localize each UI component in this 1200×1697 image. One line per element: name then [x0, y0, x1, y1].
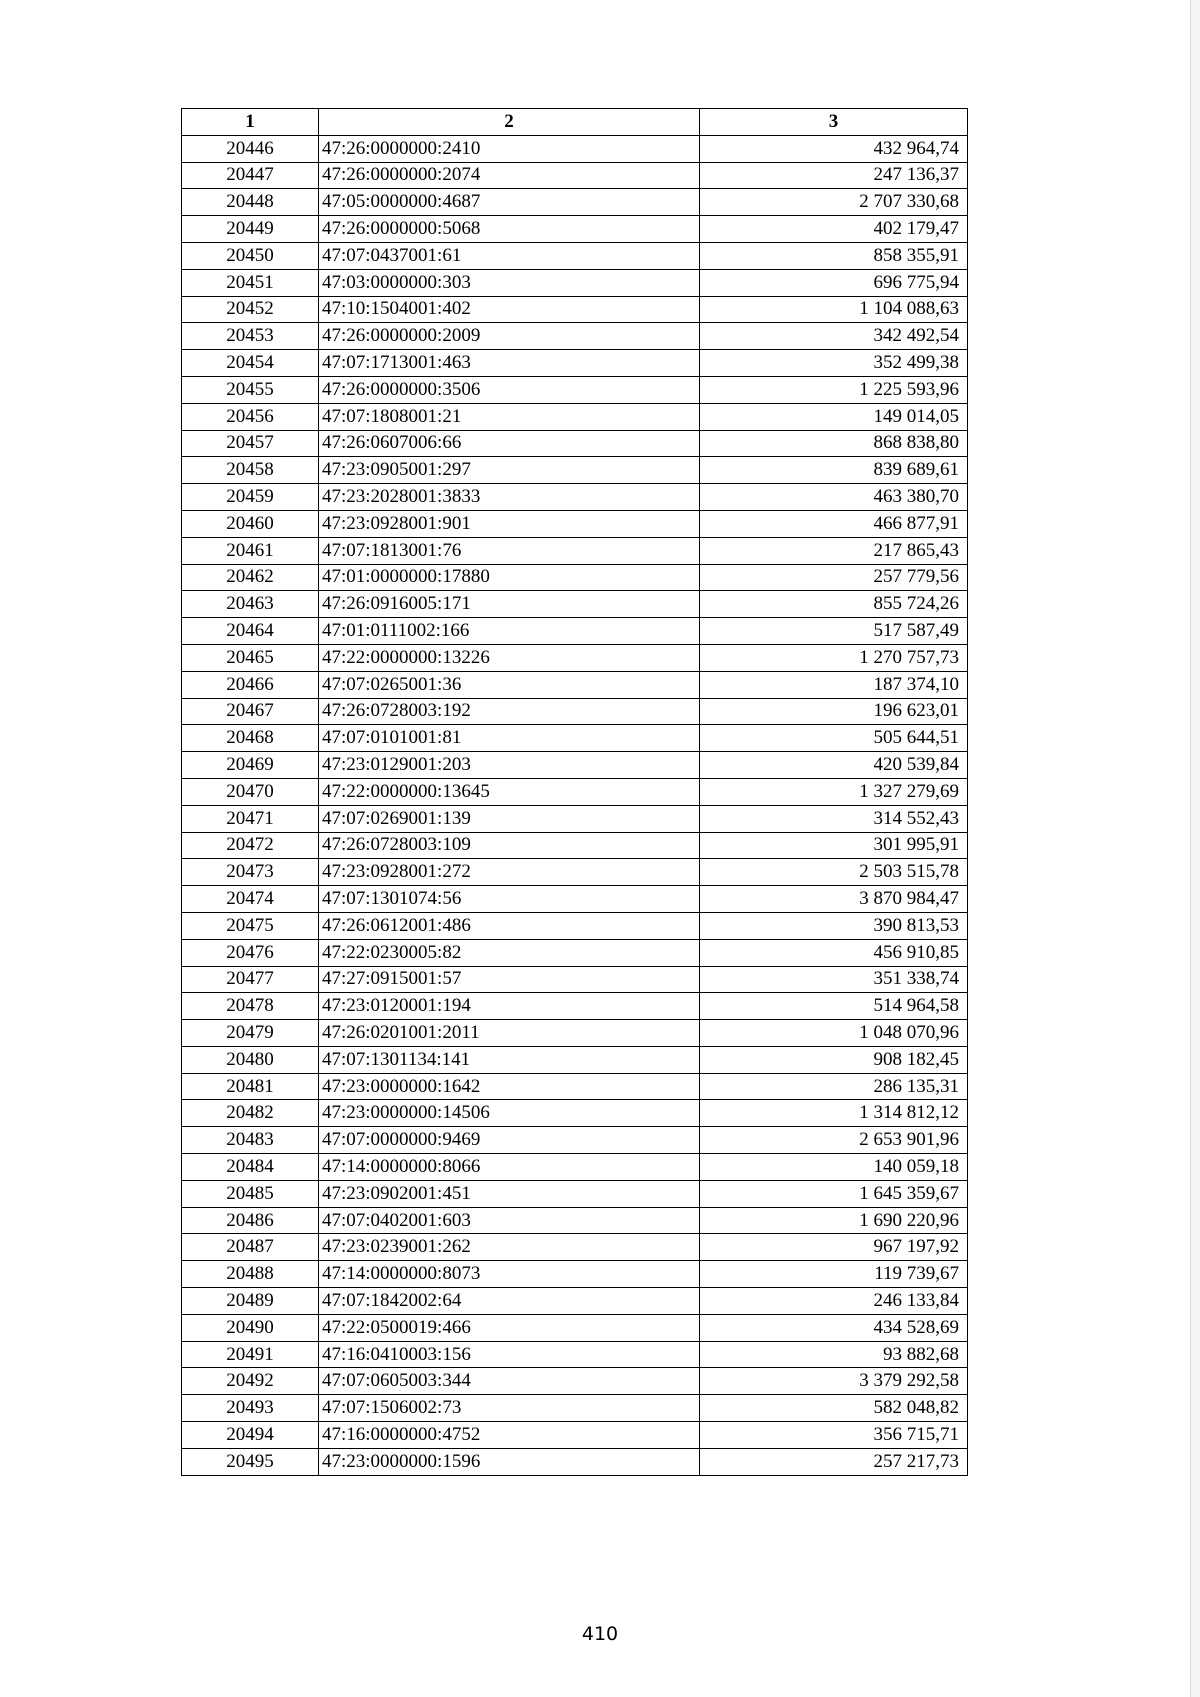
- row-number-cell: 20452: [182, 296, 319, 323]
- row-number-cell: 20484: [182, 1154, 319, 1181]
- cadastral-value-cell: 858 355,91: [700, 242, 968, 269]
- cadastral-value-cell: 517 587,49: [700, 618, 968, 645]
- cadastral-value-cell: 2 707 330,68: [700, 189, 968, 216]
- cadastral-number-cell: 47:26:0000000:2410: [319, 135, 700, 162]
- cadastral-number-cell: 47:07:1842002:64: [319, 1288, 700, 1315]
- cadastral-value-cell: 301 995,91: [700, 832, 968, 859]
- table-row: [182, 939, 968, 966]
- cadastral-value-cell: 351 338,74: [700, 966, 968, 993]
- row-number-cell: 20464: [182, 618, 319, 645]
- row-number-cell: 20485: [182, 1180, 319, 1207]
- row-number-cell: 20477: [182, 966, 319, 993]
- cadastral-number-cell: 47:26:0000000:5068: [319, 216, 700, 243]
- cadastral-value-cell: 286 135,31: [700, 1073, 968, 1100]
- cadastral-number-cell: 47:26:0728003:192: [319, 698, 700, 725]
- table-row: [182, 216, 968, 243]
- table-row: [182, 510, 968, 537]
- table-row: [182, 591, 968, 618]
- row-number-cell: 20457: [182, 430, 319, 457]
- cadastral-value-cell: 2 503 515,78: [700, 859, 968, 886]
- table-row: [182, 1368, 968, 1395]
- cadastral-number-cell: 47:03:0000000:303: [319, 269, 700, 296]
- table-row: [182, 1314, 968, 1341]
- cadastral-value-cell: 390 813,53: [700, 912, 968, 939]
- cadastral-value-cell: 257 779,56: [700, 564, 968, 591]
- table-row: [182, 1234, 968, 1261]
- cadastral-number-cell: 47:01:0000000:17880: [319, 564, 700, 591]
- column-header-2: 2: [319, 109, 700, 136]
- table-row: [182, 859, 968, 886]
- table-row: [182, 752, 968, 779]
- cadastral-value-cell: 402 179,47: [700, 216, 968, 243]
- table-row: [182, 671, 968, 698]
- row-number-cell: 20459: [182, 484, 319, 511]
- row-number-cell: 20454: [182, 350, 319, 377]
- table-row: [182, 323, 968, 350]
- cadastral-number-cell: 47:07:1506002:73: [319, 1395, 700, 1422]
- cadastral-value-cell: 257 217,73: [700, 1448, 968, 1475]
- cadastral-value-cell: 1 314 812,12: [700, 1100, 968, 1127]
- row-number-cell: 20468: [182, 725, 319, 752]
- cadastral-number-cell: 47:23:0902001:451: [319, 1180, 700, 1207]
- cadastral-value-cell: 1 645 359,67: [700, 1180, 968, 1207]
- row-number-cell: 20463: [182, 591, 319, 618]
- row-number-cell: 20488: [182, 1261, 319, 1288]
- row-number-cell: 20493: [182, 1395, 319, 1422]
- cadastral-value-cell: 247 136,37: [700, 162, 968, 189]
- table-body: [182, 135, 968, 1475]
- cadastral-number-cell: 47:23:0905001:297: [319, 457, 700, 484]
- cadastral-number-cell: 47:27:0915001:57: [319, 966, 700, 993]
- cadastral-value-cell: 855 724,26: [700, 591, 968, 618]
- row-number-cell: 20487: [182, 1234, 319, 1261]
- table-row: [182, 993, 968, 1020]
- cadastral-value-cell: 505 644,51: [700, 725, 968, 752]
- cadastral-number-cell: 47:07:1301074:56: [319, 886, 700, 913]
- cadastral-value-cell: 1 048 070,96: [700, 1020, 968, 1047]
- table-row: [182, 403, 968, 430]
- table-row: [182, 296, 968, 323]
- cadastral-number-cell: 47:10:1504001:402: [319, 296, 700, 323]
- cadastral-value-cell: 582 048,82: [700, 1395, 968, 1422]
- cadastral-number-cell: 47:16:0410003:156: [319, 1341, 700, 1368]
- cadastral-number-cell: 47:01:0111002:166: [319, 618, 700, 645]
- cadastral-value-cell: 456 910,85: [700, 939, 968, 966]
- table-row: [182, 162, 968, 189]
- cadastral-value-cell: 466 877,91: [700, 510, 968, 537]
- table-row: [182, 537, 968, 564]
- cadastral-value-table: [181, 108, 968, 1476]
- row-number-cell: 20447: [182, 162, 319, 189]
- row-number-cell: 20489: [182, 1288, 319, 1315]
- table-row: [182, 966, 968, 993]
- row-number-cell: 20490: [182, 1314, 319, 1341]
- cadastral-number-cell: 47:23:0239001:262: [319, 1234, 700, 1261]
- row-number-cell: 20470: [182, 778, 319, 805]
- cadastral-number-cell: 47:26:0607006:66: [319, 430, 700, 457]
- table-row: [182, 242, 968, 269]
- cadastral-value-cell: 420 539,84: [700, 752, 968, 779]
- row-number-cell: 20480: [182, 1046, 319, 1073]
- table-row: [182, 189, 968, 216]
- cadastral-value-cell: 514 964,58: [700, 993, 968, 1020]
- row-number-cell: 20467: [182, 698, 319, 725]
- cadastral-value-cell: 868 838,80: [700, 430, 968, 457]
- row-number-cell: 20446: [182, 135, 319, 162]
- table-row: [182, 269, 968, 296]
- cadastral-value-cell: 356 715,71: [700, 1422, 968, 1449]
- cadastral-number-cell: 47:23:0000000:1642: [319, 1073, 700, 1100]
- table-row: [182, 1154, 968, 1181]
- cadastral-number-cell: 47:07:0605003:344: [319, 1368, 700, 1395]
- cadastral-number-cell: 47:23:0129001:203: [319, 752, 700, 779]
- row-number-cell: 20469: [182, 752, 319, 779]
- cadastral-number-cell: 47:23:0928001:272: [319, 859, 700, 886]
- cadastral-value-cell: 967 197,92: [700, 1234, 968, 1261]
- cadastral-number-cell: 47:07:1813001:76: [319, 537, 700, 564]
- cadastral-number-cell: 47:22:0230005:82: [319, 939, 700, 966]
- row-number-cell: 20486: [182, 1207, 319, 1234]
- table-row: [182, 376, 968, 403]
- cadastral-number-cell: 47:26:0916005:171: [319, 591, 700, 618]
- table-row: [182, 725, 968, 752]
- cadastral-number-cell: 47:07:1808001:21: [319, 403, 700, 430]
- table-row: [182, 1422, 968, 1449]
- table-row: [182, 886, 968, 913]
- row-number-cell: 20475: [182, 912, 319, 939]
- cadastral-value-cell: 1 327 279,69: [700, 778, 968, 805]
- cadastral-number-cell: 47:22:0500019:466: [319, 1314, 700, 1341]
- column-header-3: 3: [700, 109, 968, 136]
- cadastral-value-cell: 839 689,61: [700, 457, 968, 484]
- cadastral-number-cell: 47:07:1301134:141: [319, 1046, 700, 1073]
- cadastral-value-cell: 119 739,67: [700, 1261, 968, 1288]
- row-number-cell: 20483: [182, 1127, 319, 1154]
- row-number-cell: 20478: [182, 993, 319, 1020]
- cadastral-number-cell: 47:23:0000000:14506: [319, 1100, 700, 1127]
- cadastral-number-cell: 47:07:0000000:9469: [319, 1127, 700, 1154]
- cadastral-number-cell: 47:26:0728003:109: [319, 832, 700, 859]
- table-row: [182, 1180, 968, 1207]
- table-row: [182, 1046, 968, 1073]
- cadastral-number-cell: 47:05:0000000:4687: [319, 189, 700, 216]
- row-number-cell: 20448: [182, 189, 319, 216]
- row-number-cell: 20495: [182, 1448, 319, 1475]
- table-row: [182, 1207, 968, 1234]
- cadastral-number-cell: 47:26:0612001:486: [319, 912, 700, 939]
- table-row: [182, 778, 968, 805]
- cadastral-number-cell: 47:22:0000000:13645: [319, 778, 700, 805]
- row-number-cell: 20456: [182, 403, 319, 430]
- cadastral-number-cell: 47:23:0000000:1596: [319, 1448, 700, 1475]
- row-number-cell: 20482: [182, 1100, 319, 1127]
- cadastral-number-cell: 47:26:0000000:3506: [319, 376, 700, 403]
- cadastral-number-cell: 47:07:0437001:61: [319, 242, 700, 269]
- table-header: [182, 109, 968, 136]
- row-number-cell: 20451: [182, 269, 319, 296]
- cadastral-number-cell: 47:26:0000000:2074: [319, 162, 700, 189]
- row-number-cell: 20458: [182, 457, 319, 484]
- row-number-cell: 20455: [182, 376, 319, 403]
- cadastral-number-cell: 47:26:0000000:2009: [319, 323, 700, 350]
- cadastral-value-cell: 196 623,01: [700, 698, 968, 725]
- cadastral-value-cell: 432 964,74: [700, 135, 968, 162]
- cadastral-number-cell: 47:14:0000000:8073: [319, 1261, 700, 1288]
- cadastral-value-cell: 217 865,43: [700, 537, 968, 564]
- cadastral-value-cell: 149 014,05: [700, 403, 968, 430]
- cadastral-value-cell: 342 492,54: [700, 323, 968, 350]
- header-row: [182, 109, 968, 136]
- cadastral-number-cell: 47:23:0120001:194: [319, 993, 700, 1020]
- cadastral-number-cell: 47:26:0201001:2011: [319, 1020, 700, 1047]
- row-number-cell: 20465: [182, 644, 319, 671]
- table-row: [182, 618, 968, 645]
- table-row: [182, 1448, 968, 1475]
- table-row: [182, 564, 968, 591]
- cadastral-number-cell: 47:23:0928001:901: [319, 510, 700, 537]
- cadastral-value-cell: 2 653 901,96: [700, 1127, 968, 1154]
- row-number-cell: 20481: [182, 1073, 319, 1100]
- cadastral-value-cell: 93 882,68: [700, 1341, 968, 1368]
- row-number-cell: 20471: [182, 805, 319, 832]
- table-row: [182, 1261, 968, 1288]
- row-number-cell: 20476: [182, 939, 319, 966]
- table-row: [182, 1127, 968, 1154]
- cadastral-value-cell: 3 870 984,47: [700, 886, 968, 913]
- row-number-cell: 20460: [182, 510, 319, 537]
- cadastral-value-cell: 314 552,43: [700, 805, 968, 832]
- table-row: [182, 805, 968, 832]
- row-number-cell: 20462: [182, 564, 319, 591]
- page-number: 410: [581, 1623, 619, 1645]
- row-number-cell: 20453: [182, 323, 319, 350]
- cadastral-number-cell: 47:07:0101001:81: [319, 725, 700, 752]
- cadastral-value-cell: 1 270 757,73: [700, 644, 968, 671]
- cadastral-value-cell: 1 225 593,96: [700, 376, 968, 403]
- cadastral-value-cell: 1 690 220,96: [700, 1207, 968, 1234]
- row-number-cell: 20494: [182, 1422, 319, 1449]
- row-number-cell: 20474: [182, 886, 319, 913]
- cadastral-number-cell: 47:07:0402001:603: [319, 1207, 700, 1234]
- table-row: [182, 912, 968, 939]
- table-row: [182, 1341, 968, 1368]
- cadastral-number-cell: 47:14:0000000:8066: [319, 1154, 700, 1181]
- table-row: [182, 457, 968, 484]
- row-number-cell: 20461: [182, 537, 319, 564]
- table-row: [182, 832, 968, 859]
- cadastral-value-cell: 246 133,84: [700, 1288, 968, 1315]
- cadastral-value-cell: 434 528,69: [700, 1314, 968, 1341]
- row-number-cell: 20479: [182, 1020, 319, 1047]
- cadastral-value-cell: 1 104 088,63: [700, 296, 968, 323]
- table-row: [182, 430, 968, 457]
- table-row: [182, 1100, 968, 1127]
- row-number-cell: 20472: [182, 832, 319, 859]
- row-number-cell: 20466: [182, 671, 319, 698]
- row-number-cell: 20450: [182, 242, 319, 269]
- row-number-cell: 20491: [182, 1341, 319, 1368]
- cadastral-value-cell: 696 775,94: [700, 269, 968, 296]
- table-row: [182, 135, 968, 162]
- cadastral-number-cell: 47:22:0000000:13226: [319, 644, 700, 671]
- table-row: [182, 350, 968, 377]
- row-number-cell: 20492: [182, 1368, 319, 1395]
- page-right-edge: [1190, 0, 1200, 1697]
- table-row: [182, 1288, 968, 1315]
- cadastral-value-cell: 187 374,10: [700, 671, 968, 698]
- cadastral-number-cell: 47:16:0000000:4752: [319, 1422, 700, 1449]
- table-row: [182, 1020, 968, 1047]
- table-row: [182, 1395, 968, 1422]
- cadastral-number-cell: 47:23:2028001:3833: [319, 484, 700, 511]
- table-row: [182, 698, 968, 725]
- table-row: [182, 1073, 968, 1100]
- cadastral-value-cell: 908 182,45: [700, 1046, 968, 1073]
- table-row: [182, 484, 968, 511]
- column-header-1: 1: [182, 109, 319, 136]
- cadastral-number-cell: 47:07:0269001:139: [319, 805, 700, 832]
- cadastral-value-cell: 140 059,18: [700, 1154, 968, 1181]
- row-number-cell: 20473: [182, 859, 319, 886]
- cadastral-value-cell: 3 379 292,58: [700, 1368, 968, 1395]
- cadastral-number-cell: 47:07:0265001:36: [319, 671, 700, 698]
- cadastral-value-cell: 352 499,38: [700, 350, 968, 377]
- cadastral-value-cell: 463 380,70: [700, 484, 968, 511]
- cadastral-number-cell: 47:07:1713001:463: [319, 350, 700, 377]
- table-row: [182, 644, 968, 671]
- row-number-cell: 20449: [182, 216, 319, 243]
